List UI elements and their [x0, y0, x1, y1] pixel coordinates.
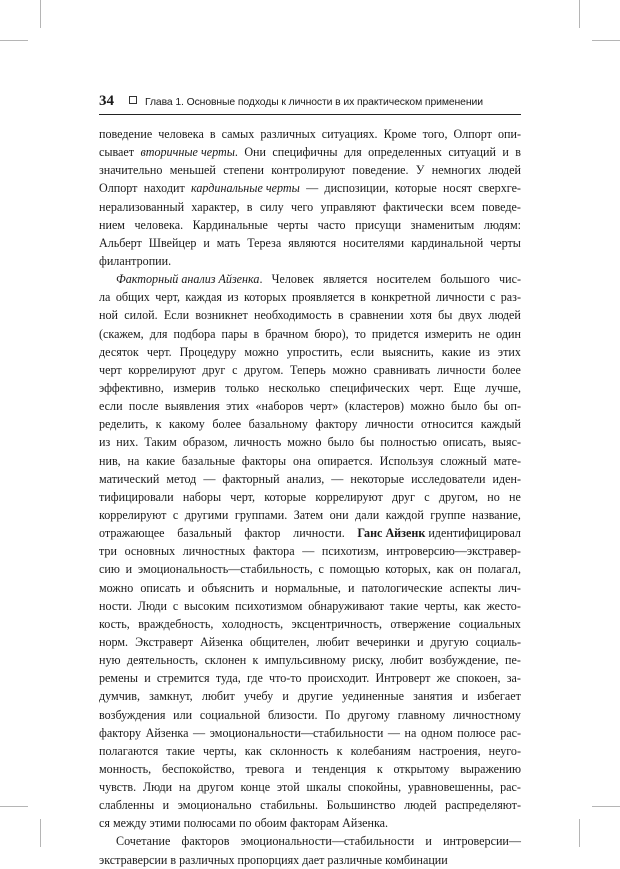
text-line: поведение человека в самых различных ситуациях. Кроме того, Олпорт опи-	[99, 127, 521, 141]
text-line: филантропии.	[99, 253, 172, 268]
text-line: (скажем, для подбора пары в брачном бюро), то придется измерить не один	[99, 326, 521, 341]
text-line: кость, враждебность, холодность, эксцентричность, отвержение социальных	[99, 616, 521, 631]
square-bullet-icon	[129, 96, 137, 104]
text-line: ности. Люди с высоким психотизмом обнаруживают такие черты, как жесто-	[99, 598, 521, 613]
text-line: нив, на какие базальные факторы она опирается. Используя сложный мате-	[99, 453, 521, 468]
text-line: возбуждения или социальной близости. По другому главному личностному	[99, 707, 521, 722]
text-line: нием человека. Кардинальные черты часто присущи знаменитым людям:	[99, 217, 521, 232]
text-line: эффективно, измерив только несколько специфических черт. Еще лучше,	[99, 380, 521, 395]
text-line: коррелируют с другими группами. Затем они дали каждой группе название,	[99, 507, 521, 522]
crop-mark	[592, 40, 620, 41]
chapter-title: Глава 1. Основные подходы к личности в их практическом применении	[145, 97, 483, 108]
text-line: ся между этими полюсами по обоим факторам Айзенка.	[99, 816, 389, 831]
text-line: ной силой. Если возникнет необходимость в сравнении хотя бы двух людей	[99, 308, 521, 323]
crop-mark	[0, 40, 28, 41]
text-line: нерализованный характер, в силу чего управляют фактически всем поведе-	[99, 199, 521, 214]
text-line: сывает вторичные черты. Они специфичны для определенных ситуаций и в	[99, 145, 521, 160]
text-line: десяток черт. Процедуру можно упростить, если выяснить, какие из этих	[99, 344, 521, 359]
text-line: Сочетание факторов эмоциональности—стабильности и интроверсии—	[116, 834, 521, 849]
body-text	[99, 125, 521, 869]
text-line: чувств. Люди на другом конце этой шкалы спокойны, уравновешенны, рас-	[99, 780, 521, 795]
crop-mark	[579, 0, 580, 28]
text-line: ную деятельность, склонен к импульсивному риску, любит возбуждение, пе-	[99, 653, 521, 668]
text-line: три основных личностных фактора — психотизм, интроверсию—экстравер-	[99, 544, 521, 559]
text-line: если после выявления этих «наборов черт» (кластеров) можно было бы оп-	[99, 399, 521, 414]
text-line: значительно меньшей степени контролируют поведение. У немногих людей	[99, 163, 521, 178]
text-line: Олпорт находит кардинальные черты — диспозиции, которые носят сверхге-	[99, 181, 521, 196]
text-line: отражающее базальный фактор личности. Ганс Айзенк идентифицировал	[99, 526, 521, 541]
text-line: Факторный анализ Айзенка. Человек является носителем большого чис-	[116, 272, 521, 287]
header-rule	[99, 114, 521, 115]
text-line: Альберт Швейцер и мать Тереза являются носителями кардинальной черты	[99, 235, 521, 250]
text-line: ределить, к какому более базальному фактору личности относится каждый	[99, 417, 521, 432]
text-line: сию и эмоциональность—стабильность, с помощью которых, как он полагал,	[99, 562, 521, 577]
paragraph	[99, 125, 521, 270]
running-header	[99, 93, 521, 113]
text-line: экстраверсии в различных пропорциях дает различные комбинации	[99, 852, 448, 867]
crop-mark	[40, 0, 41, 28]
text-line: ла общих черт, каждая из которых проявляется в конкретной личности с раз-	[99, 290, 521, 305]
text-line: фактору Айзенка — эмоциональности—стабильности — на одном полюсе рас-	[99, 725, 521, 740]
crop-mark	[592, 806, 620, 807]
text-line: черт коррелируют друг с другом. Теперь можно сравнивать личности более	[99, 362, 521, 377]
paragraph	[99, 270, 521, 832]
text-line: ремены и стремится туда, где что-то происходит. Интроверт же спокоен, за-	[99, 671, 521, 686]
crop-mark	[40, 819, 41, 847]
crop-mark	[0, 806, 28, 807]
crop-mark	[579, 819, 580, 847]
text-line: полагаются такие черты, как склонность к колебаниям настроения, неуго-	[99, 743, 521, 758]
text-line: монность, беспокойство, тревога и тенденция к открытому выражению	[99, 761, 521, 776]
page-number: 34	[99, 93, 114, 109]
text-line: можно описать и объяснить и нормальные, и патологические аспекты лич-	[99, 580, 521, 595]
text-line: слабленны и эмоционально стабильны. Большинство людей распределяют-	[99, 798, 521, 813]
text-line: из них. Таким образом, личность можно было бы полностью описать, выяс-	[99, 435, 521, 450]
text-line: тифицировали наборы черт, которые коррелируют друг с другом, но не	[99, 489, 521, 504]
text-line: норм. Экстраверт Айзенка общителен, любит вечеринки и другую социаль-	[99, 634, 521, 649]
text-line: матический метод — факторный анализ, — некоторые исследователи иден-	[99, 471, 521, 486]
text-line: думчив, замкнут, любит учебу и другие уединенные занятия и избегает	[99, 689, 521, 704]
paragraph	[99, 832, 521, 868]
